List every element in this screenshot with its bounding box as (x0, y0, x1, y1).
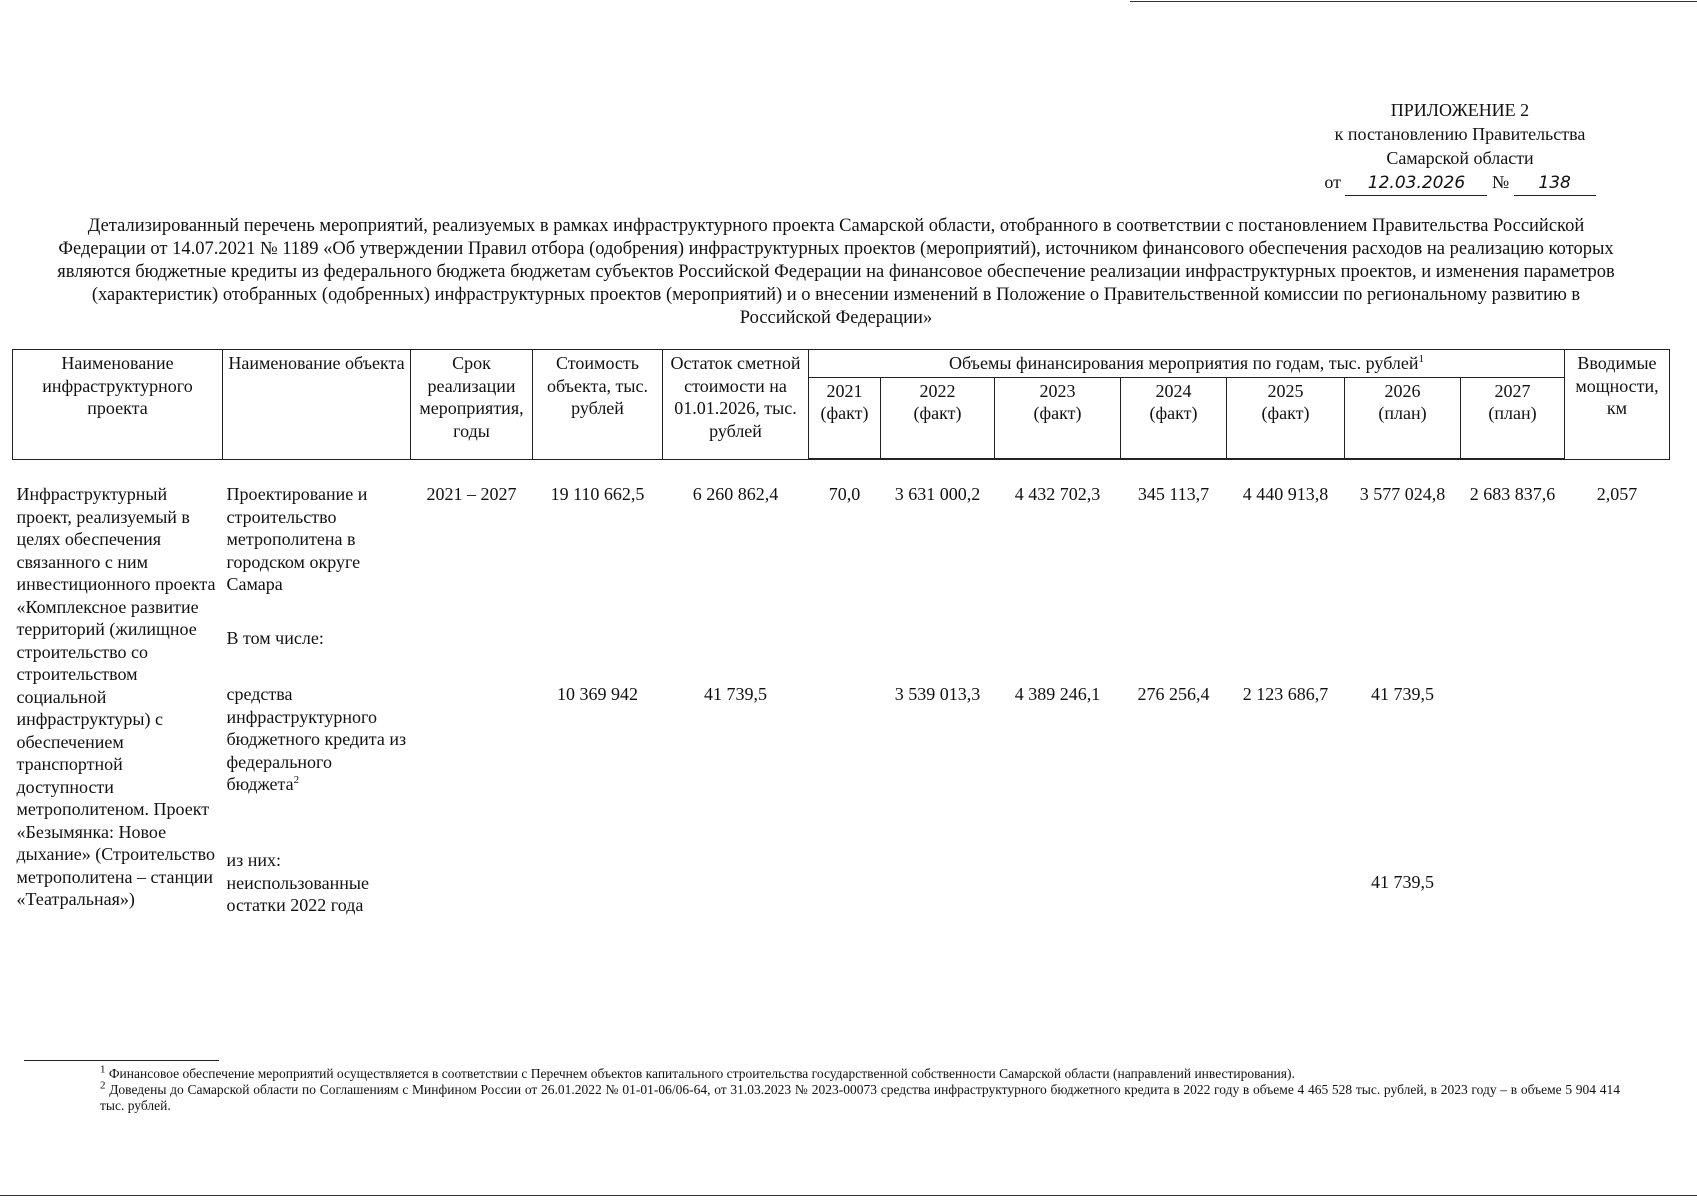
header-funding-text: Объемы финансирования мероприятия по годам, тыс. рублей (948, 353, 1419, 373)
header-year-2021 (809, 377, 881, 459)
header-capacity: Вводимые мощности, км (1565, 350, 1670, 460)
header-year-2024 (1121, 377, 1227, 459)
y2023-cell: 4 389 246,1 (1014, 684, 1101, 704)
document-title: Детализированный перечень мероприятий, реализуемых в рамках инфраструктурного проекта Самарской области, отобранного в соответствии с постановлением Правительства Российской Федерации от 14.07.2021 № 1189 «Об утверждении Правил отбора (одобрения) инфраструктурных проектов (мероприятий), источником финансового обеспечения расходов на реализацию которых являются бюджетные кредиты из федерального бюджета бюджетам субъектов Российской Федерации на финансовое обеспечение реализации инфраструктурных проектов, и изменения параметров (характеристик) отобранных (одобренных) инфраструктурных проектов (мероприятий) и о внесении изменений в Положение о Правительственной комиссии по региональному развитию в Российской Федерации» (57, 216, 1615, 328)
footnote-ref-2: 2 (293, 774, 300, 786)
project-name-cell: Инфраструктурный проект, реализуемый в целях обеспечения связанного с ним инвестиционного проекта «Комплексное развитие территорий (жилищное строительство со строительством социальной инфраструктуры) с обеспечением транспортной доступности метрополитеном. Проект «Безымянка: Новое дыхание» (Строительство метрополитена – станции «Театральная») (16, 484, 216, 909)
object-cell (223, 683, 411, 849)
year-label: 2021 (826, 380, 863, 401)
y2026-cell: 41 739,5 (1371, 872, 1434, 892)
year-kind: (план) (1378, 403, 1427, 423)
number-prefix: № (1491, 172, 1510, 192)
header-object: Наименование объекта (223, 350, 411, 460)
remainder-cell: 6 260 862,4 (692, 484, 779, 504)
table-row (13, 627, 1670, 683)
y2026-cell: 41 739,5 (1371, 684, 1434, 704)
y2024-cell: 345 113,7 (1137, 484, 1210, 504)
year-label: 2024 (1155, 380, 1192, 401)
footnote-ref-1: 1 (1418, 353, 1425, 365)
header-year-2026 (1345, 377, 1461, 459)
top-border-line (1130, 1, 1697, 2)
object-cell: из них: неиспользованные остатки 2022 года (226, 850, 369, 915)
date-prefix: от (1324, 172, 1341, 192)
header-year-2022 (881, 377, 995, 459)
footnotes (100, 1063, 1621, 1114)
year-kind: (факт) (820, 403, 869, 423)
header-year-2025 (1227, 377, 1345, 459)
appendix-line2: к постановлению Правительства (1334, 124, 1586, 144)
year-label: 2023 (1039, 380, 1076, 401)
footnote-text: Финансовое обеспечение мероприятий осуществляется в соответствии с Перечнем объектов капитального строительства государственной собственности Самарской области (направлений инвестирования). (108, 1066, 1295, 1081)
y2026-cell: 3 577 024,8 (1359, 484, 1446, 504)
cost-cell: 10 369 942 (557, 684, 638, 704)
appendix-header (1310, 98, 1610, 196)
header-funding-group (809, 350, 1565, 378)
footnote-1 (100, 1063, 1620, 1082)
object-text: средства инфраструктурного бюджетного кредита из федерального бюджета (226, 684, 407, 794)
y2023-cell: 4 432 702,3 (1014, 484, 1101, 504)
footnote-text: Доведены до Самарской области по Соглашениям с Минфином России от 26.01.2022 № 01-01-06/06-64, от 31.03.2023 № 2023-00073 средства инфраструктурного бюджетного кредита в 2022 году в объеме 4 465 528 тыс. рублей, в 2023 году – в объеме 5 904 414 тыс. рублей. (100, 1082, 1621, 1113)
object-cell: Проектирование и строительство метрополитена в городском округе Самара (226, 484, 368, 594)
y2027-cell: 2 683 837,6 (1469, 484, 1556, 504)
measures-table (12, 349, 1670, 1009)
object-cell: В том числе: (226, 628, 324, 648)
table-row (13, 849, 1670, 1009)
appendix-title: ПРИЛОЖЕНИЕ 2 (1390, 100, 1530, 120)
year-label: 2026 (1384, 380, 1421, 401)
footnote-2 (100, 1079, 1621, 1114)
y2021-cell: 70,0 (828, 484, 861, 504)
header-year-2023 (995, 377, 1121, 459)
y2022-cell: 3 631 000,2 (894, 484, 981, 504)
footnote-mark: 2 (100, 1079, 106, 1092)
handwritten-date: 12.03.2026 (1345, 171, 1487, 196)
year-label: 2027 (1494, 380, 1531, 401)
year-kind: (план) (1488, 403, 1537, 423)
header-project: Наименование инфраструктурного проекта (13, 350, 223, 460)
appendix-dateline (1310, 170, 1610, 196)
capacity-cell: 2,057 (1596, 484, 1638, 504)
table-row (13, 683, 1670, 849)
year-kind: (факт) (1149, 403, 1198, 423)
year-kind: (факт) (1261, 403, 1310, 423)
cost-cell: 19 110 662,5 (550, 484, 645, 504)
header-remainder: Остаток сметной стоимости на 01.01.2026, тыс. рублей (663, 350, 809, 460)
header-term: Срок реализации мероприятия, годы (411, 350, 533, 460)
year-kind: (факт) (1033, 403, 1082, 423)
y2025-cell: 4 440 913,8 (1242, 484, 1329, 504)
year-kind: (факт) (913, 403, 962, 423)
footnote-separator (24, 1060, 219, 1061)
footnote-mark: 1 (100, 1063, 106, 1076)
header-cost: Стоимость объекта, тыс. рублей (533, 350, 663, 460)
table-row (13, 483, 1670, 627)
term-cell: 2021 – 2027 (426, 484, 517, 504)
remainder-cell: 41 739,5 (704, 684, 767, 704)
year-label: 2022 (919, 380, 956, 401)
y2025-cell: 2 123 686,7 (1242, 684, 1329, 704)
year-label: 2025 (1267, 380, 1304, 401)
header-year-2027 (1461, 377, 1565, 459)
appendix-line3: Самарской области (1386, 148, 1534, 168)
handwritten-number: 138 (1514, 171, 1596, 196)
y2022-cell: 3 539 013,3 (894, 684, 981, 704)
y2024-cell: 276 256,4 (1137, 684, 1210, 704)
bottom-border-line (0, 1195, 1697, 1196)
measures-table-container (12, 349, 1669, 1009)
